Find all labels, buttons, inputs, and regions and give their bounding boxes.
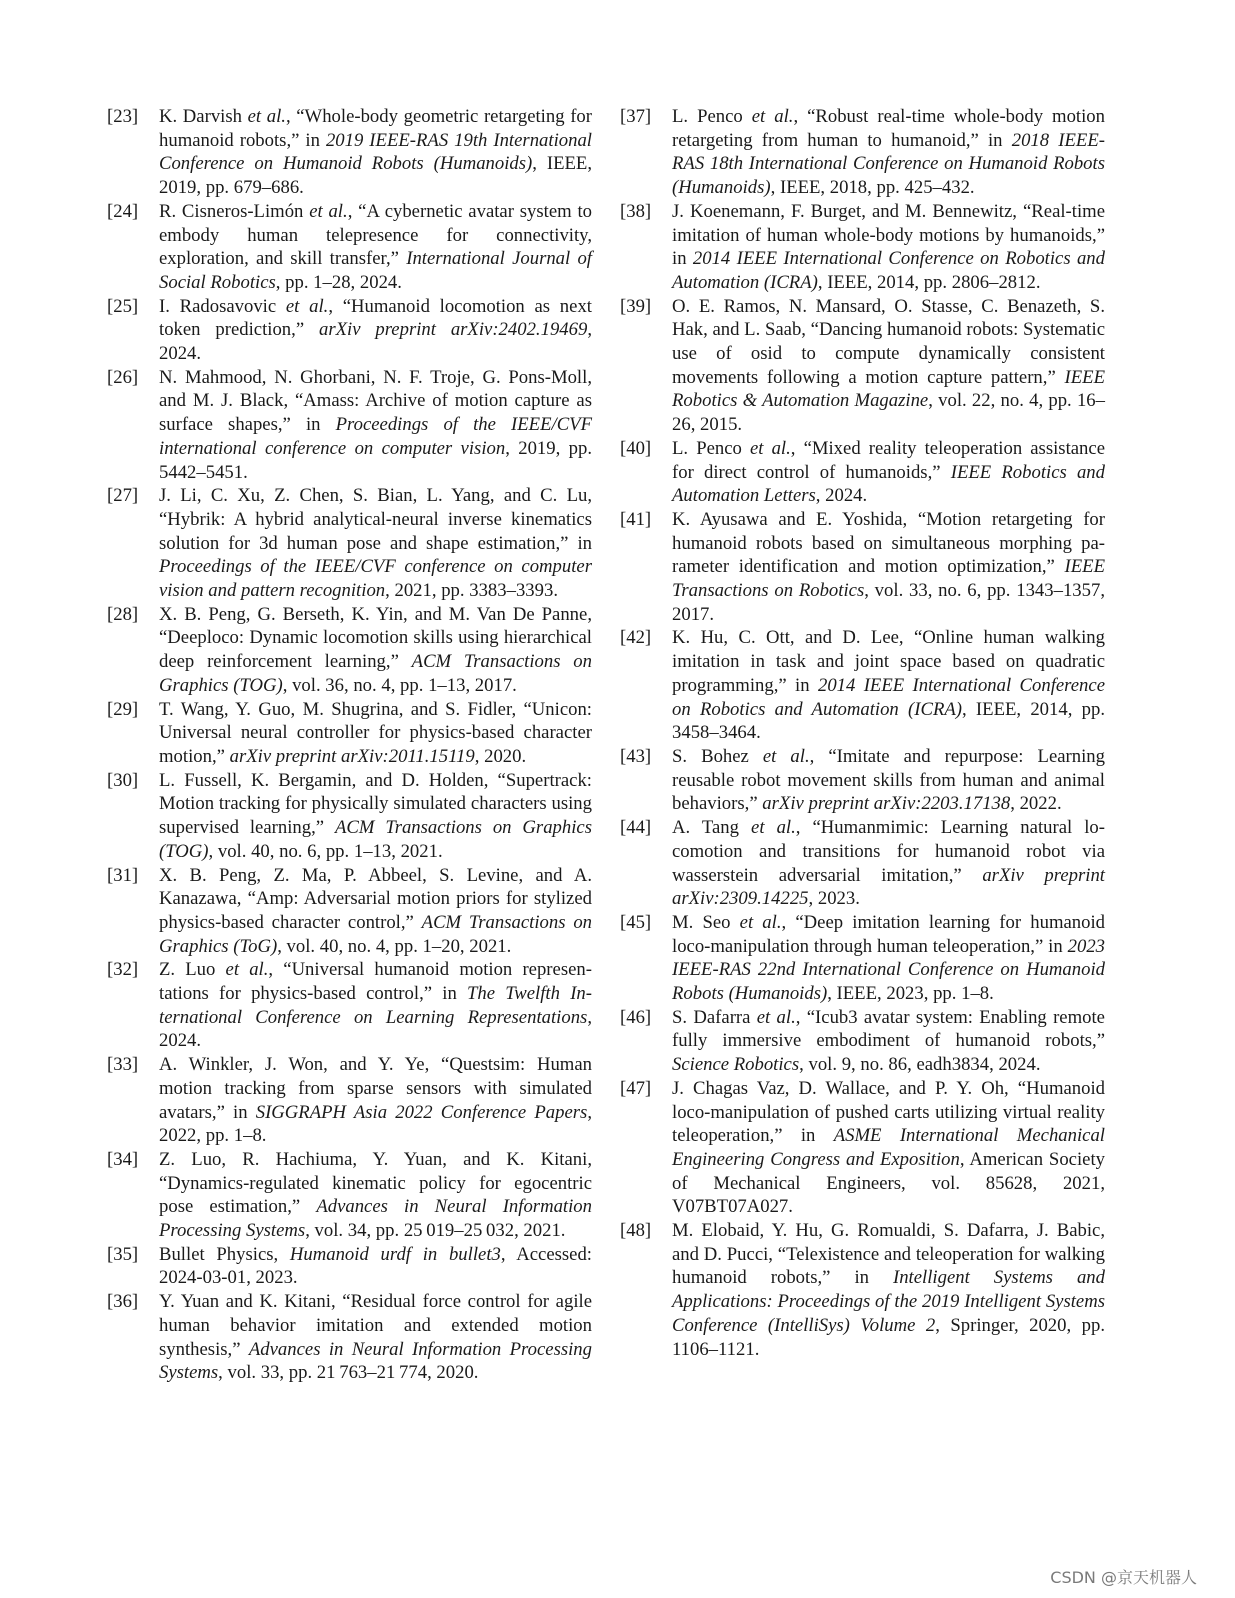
reference-text-segment: A. Tang bbox=[672, 817, 752, 839]
reference-entry bbox=[107, 698, 592, 769]
reference-venue-italic: IEEE Transactions on Robotics bbox=[672, 556, 1105, 602]
reference-venue-italic: 2014 IEEE International Conference on Robotics and Automation (ICRA) bbox=[672, 248, 1105, 293]
reference-entry bbox=[620, 295, 1105, 437]
reference-text bbox=[672, 1006, 1105, 1077]
reference-number: [48] bbox=[620, 1220, 652, 1242]
reference-entry bbox=[107, 1148, 592, 1243]
reference-entry bbox=[107, 958, 592, 1053]
reference-text-segment: R. Cisneros-Limón bbox=[159, 200, 310, 222]
reference-text-segment: , 2021, pp. 3383–3393. bbox=[385, 580, 558, 602]
reference-text-segment: M. Seo bbox=[672, 911, 740, 933]
reference-venue-italic: Intelligent Systems and Applications: Proceedings of the 2019 Intelligent Systems Conference (IntelliSys) Volume 2 bbox=[672, 1267, 1105, 1336]
reference-venue-italic: Humanoid urdf in bullet3 bbox=[289, 1243, 501, 1265]
reference-text-segment: S. Dafarra bbox=[672, 1006, 757, 1028]
reference-venue-italic: 2018 IEEE-RAS 18th International Conference on Humanoid Robots (Humanoids) bbox=[672, 129, 1105, 199]
reference-number: [47] bbox=[620, 1077, 652, 1099]
reference-venue-italic: arXiv preprint arXiv:2402.19469 bbox=[319, 319, 588, 341]
reference-text bbox=[672, 437, 1105, 508]
reference-number: [42] bbox=[620, 627, 652, 649]
reference-venue-italic: 2019 IEEE-RAS 19th International Conference on Humanoid Robots (Humanoids) bbox=[159, 129, 592, 175]
reference-venue-italic: et al. bbox=[762, 745, 810, 767]
reference-entry bbox=[107, 1243, 592, 1290]
reference-text-segment: , 2022, pp. 1–8. bbox=[159, 1101, 592, 1147]
reference-venue-italic: Proceedings of the IEEE/CVF international conference on computer vision bbox=[159, 414, 592, 459]
reference-text bbox=[672, 1219, 1105, 1361]
reference-text-segment: , “Deep imitation learning for humanoid loco-manipulation through human teleoperation,” in bbox=[672, 911, 1105, 957]
reference-text-segment: , vol. 36, no. 4, pp. 1–13, 2017. bbox=[282, 674, 517, 696]
reference-text-segment: , 2022. bbox=[1010, 793, 1062, 815]
reference-entry bbox=[107, 864, 592, 959]
reference-number: [32] bbox=[107, 959, 139, 981]
reference-text-segment: , IEEE, 2023, pp. 1–8. bbox=[827, 983, 994, 1005]
reference-text bbox=[672, 745, 1105, 816]
reference-text bbox=[672, 911, 1105, 1006]
reference-entry bbox=[620, 1077, 1105, 1219]
reference-text bbox=[159, 958, 592, 1053]
reference-venue-italic: et al. bbox=[751, 817, 796, 839]
reference-venue-italic: et al. bbox=[225, 959, 269, 981]
reference-text bbox=[672, 508, 1105, 627]
reference-text bbox=[159, 295, 592, 366]
reference-number: [36] bbox=[107, 1291, 139, 1313]
reference-venue-italic: ACM Transactions on Graphics (TOG) bbox=[159, 817, 592, 862]
references-column-right bbox=[620, 105, 1105, 1361]
reference-venue-italic: Advances in Neural Information Processing Systems bbox=[159, 1338, 592, 1384]
reference-text-segment: O. E. Ramos, N. Mansard, O. Stasse, C. Benazeth, S. Hak, and L. Saab, “Dancing humanoid robots: Systematic use of osid to compute dynamically consistent movements following a motion capture pattern,” bbox=[672, 295, 1105, 388]
reference-number: [41] bbox=[620, 508, 652, 530]
reference-entry bbox=[620, 437, 1105, 508]
reference-text-segment: L. Penco bbox=[672, 106, 752, 127]
reference-text bbox=[159, 366, 592, 485]
reference-text bbox=[672, 626, 1105, 745]
reference-text-segment: , IEEE, 2018, pp. 425–432. bbox=[770, 177, 975, 199]
reference-number: [31] bbox=[107, 864, 139, 886]
reference-number: [23] bbox=[107, 106, 139, 127]
reference-text bbox=[672, 200, 1105, 295]
reference-number: [46] bbox=[620, 1006, 652, 1028]
reference-text-segment: , “Mixed reality teleoperation assistance for direct control of humanoids,” bbox=[672, 437, 1105, 483]
reference-number: [26] bbox=[107, 366, 139, 388]
reference-text-segment: J. Koenemann, F. Burget, and M. Bennewitz, “Real-time imitation of human whole-body motions by humanoids,” in bbox=[672, 200, 1105, 270]
reference-text-segment: J. Li, C. Xu, Z. Chen, S. Bian, L. Yang, and C. Lu, “Hybrik: A hybrid analytical-neural inverse kinematics solution for 3d human pose and shape estimation,” in bbox=[159, 485, 592, 554]
reference-venue-italic: ASME International Mechanical Engineering Congress and Exposition bbox=[672, 1125, 1105, 1170]
reference-text-segment: , IEEE, 2014, pp. 3458–3464. bbox=[672, 698, 1106, 744]
reference-venue-italic: et al. bbox=[739, 911, 782, 933]
reference-venue-italic: arXiv preprint arXiv:2011.15119 bbox=[229, 745, 475, 767]
reference-venue-italic: et al. bbox=[749, 437, 791, 459]
reference-text-segment: Z. Luo bbox=[159, 959, 226, 981]
reference-entry bbox=[107, 1290, 592, 1385]
reference-venue-italic: et al. bbox=[751, 106, 794, 127]
reference-number: [39] bbox=[620, 295, 652, 317]
reference-number: [29] bbox=[107, 698, 139, 720]
reference-text-segment: L. Penco bbox=[672, 437, 750, 459]
reference-text-segment: I. Radosavovic bbox=[159, 295, 286, 317]
reference-text-segment: , vol. 40, no. 6, pp. 1–13, 2021. bbox=[208, 840, 443, 862]
reference-entry bbox=[107, 769, 592, 864]
reference-text bbox=[159, 1243, 592, 1290]
reference-text-segment: X. B. Peng, G. Berseth, K. Yin, and M. Van De Panne, “Deeploco: Dynamic locomotion skills using hierarchical deep reinforcement learning,” bbox=[159, 603, 592, 673]
reference-text-segment: , 2020. bbox=[474, 745, 527, 767]
reference-text bbox=[672, 816, 1105, 911]
reference-number: [33] bbox=[107, 1054, 139, 1076]
reference-venue-italic: IEEE Robotics and Automation Letters bbox=[672, 461, 1105, 507]
reference-text-segment: , “Whole-body geometric retargeting for humanoid robots,” in bbox=[159, 106, 592, 151]
reference-entry bbox=[620, 911, 1105, 1006]
reference-text-segment: , “Icub3 avatar system: Enabling remote fully immersive embodiment of humanoid robots,” bbox=[672, 1006, 1105, 1052]
reference-text-segment: , IEEE, 2014, pp. 2806–2812. bbox=[817, 271, 1041, 293]
reference-venue-italic: SIGGRAPH Asia 2022 Conference Papers bbox=[255, 1101, 588, 1123]
reference-venue-italic: et al. bbox=[285, 295, 329, 317]
reference-text-segment: , vol. 33, pp. 21 763–21 774, 2020. bbox=[218, 1362, 479, 1384]
reference-venue-italic: Science Robotics bbox=[672, 1054, 800, 1076]
reference-number: [24] bbox=[107, 200, 139, 222]
reference-number: [37] bbox=[620, 106, 652, 127]
reference-entry bbox=[620, 745, 1105, 816]
reference-entry bbox=[620, 626, 1105, 745]
reference-text-segment: , pp. 1–28, 2024. bbox=[275, 271, 402, 293]
reference-text bbox=[159, 105, 592, 200]
reference-text-segment: , vol. 22, no. 4, pp. 16–26, 2015. bbox=[672, 390, 1105, 436]
reference-text-segment: , “A cybernetic avatar system to embody human telepresence for connectivity, exploration, and skill transfer,” bbox=[159, 200, 592, 270]
reference-venue-italic: Proceedings of the IEEE/CVF conference on computer vision and pattern recognition bbox=[159, 556, 592, 602]
reference-number: [40] bbox=[620, 437, 652, 459]
reference-number: [43] bbox=[620, 745, 652, 767]
reference-venue-italic: Advances in Neural Information Processing Systems bbox=[159, 1196, 592, 1242]
reference-number: [35] bbox=[107, 1243, 139, 1265]
reference-text-segment: T. Wang, Y. Guo, M. Shugrina, and S. Fidler, “Unicon: Universal neural controller for physics-based character motion,” bbox=[159, 698, 592, 767]
reference-venue-italic: The Twelfth International Conference on Learning Representations bbox=[159, 983, 592, 1028]
reference-text-segment: Y. Yuan and K. Kitani, “Residual force control for agile human behavior imitation and extended motion synthesis,” bbox=[159, 1291, 592, 1360]
reference-venue-italic: 2023 IEEE-RAS 22nd International Conference on Humanoid Robots (Humanoids) bbox=[672, 935, 1105, 1005]
reference-number: [28] bbox=[107, 603, 139, 625]
reference-text-segment: , 2023. bbox=[808, 888, 860, 910]
reference-text-segment: A. Winkler, J. Won, and Y. Ye, “Questsim: Human motion tracking from sparse sensors with simulated avatars,” in bbox=[159, 1054, 592, 1123]
reference-text-segment: K. Hu, C. Ott, and D. Lee, “Online human walking imitation in task and joint space based on quadratic programming,” in bbox=[672, 627, 1105, 696]
reference-entry bbox=[620, 1006, 1105, 1077]
reference-entry bbox=[107, 200, 592, 295]
reference-entry bbox=[620, 105, 1105, 200]
reference-venue-italic: arXiv preprint arXiv:2203.17138 bbox=[762, 793, 1011, 815]
reference-text bbox=[159, 864, 592, 959]
reference-text-segment: , American Society of Mechanical Engineers, vol. 85628, 2021, V07BT07A027. bbox=[672, 1148, 1105, 1218]
reference-text-segment: Bullet Physics, bbox=[159, 1243, 290, 1265]
reference-text-segment: , Accessed: 2024-03-01, 2023. bbox=[159, 1243, 592, 1289]
reference-venue-italic: International Journal of Social Robotics bbox=[159, 248, 592, 293]
reference-text bbox=[159, 698, 592, 769]
references-column-left bbox=[107, 105, 592, 1385]
reference-text-segment: Z. Luo, R. Hachiuma, Y. Yuan, and K. Kitani, “Dynamics-regulated kinematic policy for egocentric pose estimation,” bbox=[159, 1148, 592, 1218]
reference-entry bbox=[107, 1053, 592, 1148]
reference-text-segment: K. Darvish bbox=[159, 106, 248, 127]
reference-entry bbox=[107, 366, 592, 485]
reference-entry bbox=[620, 816, 1105, 911]
reference-number: [38] bbox=[620, 200, 652, 222]
reference-text-segment: , vol. 34, pp. 25 019–25 032, 2021. bbox=[305, 1220, 566, 1242]
reference-entry bbox=[107, 484, 592, 603]
reference-text-segment: N. Mahmood, N. Ghorbani, N. F. Troje, G. Pons-Moll, and M. J. Black, “Amass: Archive of motion capture as surface shapes,” in bbox=[159, 366, 592, 436]
reference-text-segment: , 2024. bbox=[159, 319, 592, 365]
reference-entry bbox=[620, 1219, 1105, 1361]
reference-venue-italic: et al. bbox=[309, 200, 348, 222]
reference-text-segment: S. Bohez bbox=[672, 745, 763, 767]
reference-text-segment: , vol. 40, no. 4, pp. 1–20, 2021. bbox=[277, 935, 512, 957]
csdn-watermark: CSDN @京天机器人 bbox=[1050, 1568, 1197, 1587]
reference-entry bbox=[107, 603, 592, 698]
reference-number: [27] bbox=[107, 485, 139, 507]
reference-venue-italic: 2014 IEEE International Conference on Robotics and Automation (ICRA) bbox=[672, 674, 1105, 720]
reference-entry bbox=[620, 200, 1105, 295]
reference-text-segment: , “Humanmimic: Learning natural locomotion and transitions for humanoid robot via wasserstein adversarial imitation,” bbox=[672, 817, 1106, 886]
reference-text bbox=[672, 105, 1105, 200]
reference-number: [44] bbox=[620, 817, 652, 839]
reference-text bbox=[159, 1053, 592, 1148]
reference-venue-italic: arXiv preprint arXiv:2309.14225 bbox=[672, 864, 1105, 910]
reference-text bbox=[159, 603, 592, 698]
reference-text bbox=[159, 200, 592, 295]
reference-text-segment: X. B. Peng, Z. Ma, P. Abbeel, S. Levine, and A. Kanazawa, “Amp: Adversarial motion priors for stylized physics-based character control,” bbox=[159, 864, 592, 933]
reference-text bbox=[159, 1148, 592, 1243]
reference-text bbox=[159, 484, 592, 603]
reference-text bbox=[672, 1077, 1105, 1219]
reference-text-segment: , 2024. bbox=[159, 1006, 592, 1052]
reference-venue-italic: ACM Transactions on Graphics (ToG) bbox=[159, 911, 593, 957]
reference-text-segment: M. Elobaid, Y. Hu, G. Romualdi, S. Dafarra, J. Babic, and D. Pucci, “Telexistence and teleoperation for walking humanoid robots,” in bbox=[672, 1220, 1105, 1289]
reference-text-segment: K. Ayusawa and E. Yoshida, “Motion retargeting for humanoid robots based on simultaneous morphing parameter identification and motion optimization,” bbox=[672, 508, 1105, 578]
reference-text-segment: , “Imitate and repurpose: Learning reusable robot movement skills from human and animal behaviors,” bbox=[672, 745, 1105, 815]
reference-text-segment: , IEEE, 2019, pp. 679–686. bbox=[159, 153, 592, 199]
reference-text bbox=[159, 1290, 592, 1385]
reference-number: [34] bbox=[107, 1148, 139, 1170]
reference-entry bbox=[107, 295, 592, 366]
reference-text-segment: , 2024. bbox=[815, 485, 868, 507]
reference-text-segment: , “Robust real-time whole-body motion retargeting from human to humanoid,” in bbox=[672, 106, 1105, 151]
reference-text-segment: , “Universal humanoid motion representations for physics-based control,” in bbox=[159, 959, 592, 1005]
reference-text-segment: , Springer, 2020, pp. 1106–1121. bbox=[672, 1314, 1105, 1360]
reference-text-segment: , “Humanoid locomotion as next token prediction,” bbox=[159, 295, 592, 341]
reference-number: [25] bbox=[107, 295, 139, 317]
reference-text-segment: , 2019, pp. 5442–5451. bbox=[159, 437, 592, 483]
reference-entry bbox=[107, 105, 592, 200]
reference-venue-italic: IEEE Robotics & Automation Magazine bbox=[672, 366, 1105, 412]
reference-text bbox=[159, 769, 592, 864]
reference-venue-italic: et al. bbox=[756, 1006, 796, 1028]
reference-number: [30] bbox=[107, 769, 139, 791]
reference-text-segment: , vol. 9, no. 86, eadh3834, 2024. bbox=[799, 1054, 1041, 1076]
reference-text-segment: L. Fussell, K. Bergamin, and D. Holden, “Supertrack: Motion tracking for physically simulated characters using supervised learning,” bbox=[159, 769, 592, 839]
reference-venue-italic: ACM Transactions on Graphics (TOG) bbox=[159, 651, 592, 696]
reference-entry bbox=[620, 508, 1105, 627]
reference-number: [45] bbox=[620, 911, 652, 933]
reference-text-segment: J. Chagas Vaz, D. Wallace, and P. Y. Oh, “Humanoid loco-manipulation of pushed carts utilizing virtual reality teleoperation,” in bbox=[672, 1077, 1105, 1147]
reference-text bbox=[672, 295, 1105, 437]
reference-text-segment: , vol. 33, no. 6, pp. 1343–1357, 2017. bbox=[672, 580, 1105, 625]
reference-venue-italic: et al. bbox=[247, 106, 286, 127]
